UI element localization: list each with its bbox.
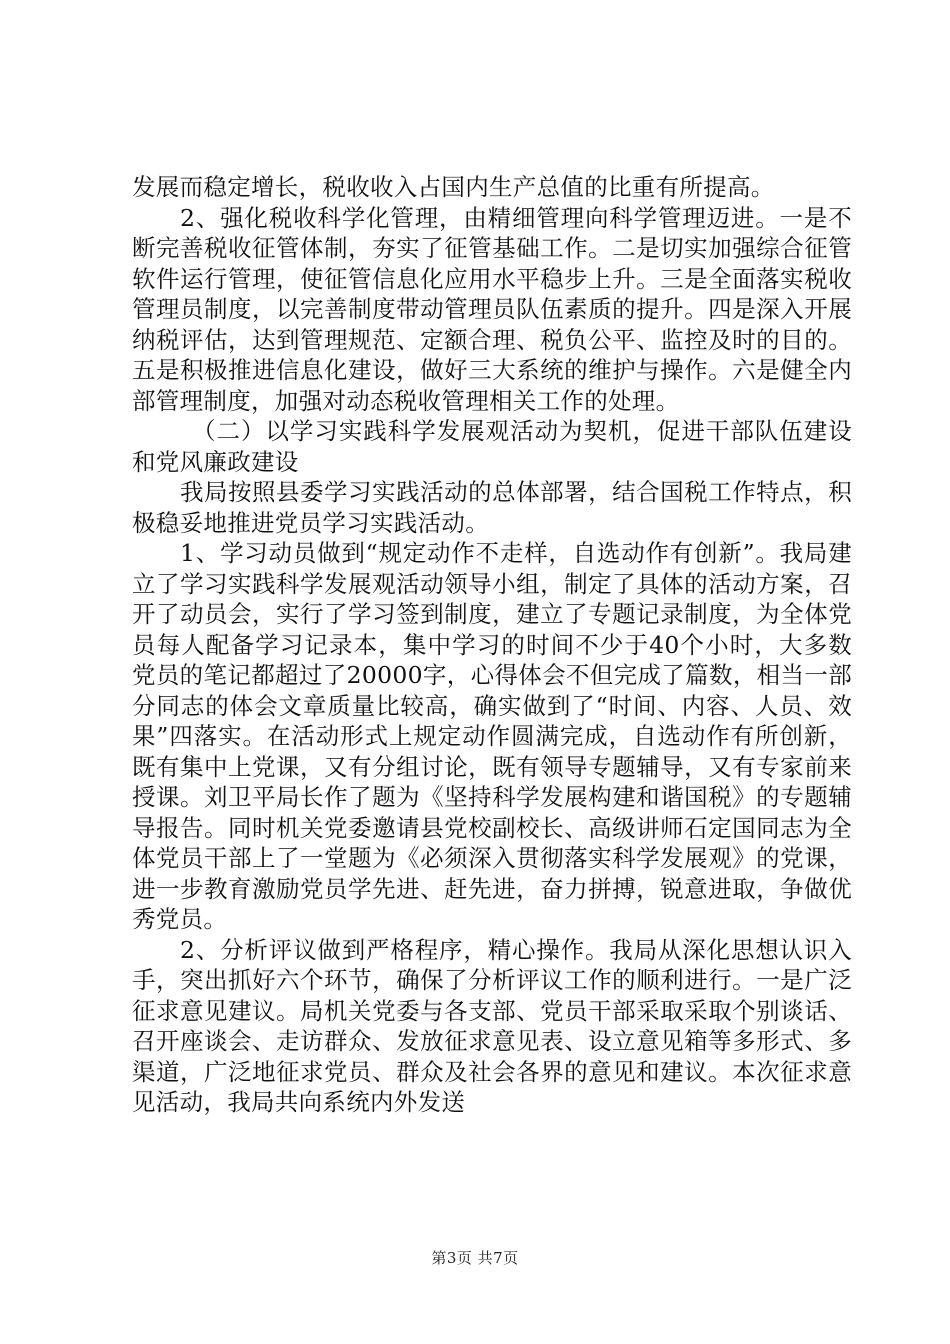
paragraph-analysis-review: 2、分析评议做到严格程序，精心操作。我局从深化思想认识入手，突出抓好六个环节，确保了分析评议工作的顺利进行。一是广泛征求意见建议。局机关党委与各支部、党员干部采取采取个别谈话、召开座谈会、走访群众、发放征求意见表、设立意见箱等多形式、多渠道，广泛地征求党员、群众及社会各界的意见和建议。本次征求意见活动，我局共向系统内外发送	[132, 935, 852, 1116]
document-body	[132, 172, 852, 1118]
paragraph-continuation: 发展而稳定增长，税收收入占国内生产总值的比重有所提高。	[132, 173, 775, 201]
page-number-footer: 第3页 共7页	[431, 1249, 519, 1267]
paragraph-study-mobilization: 1、学习动员做到“规定动作不走样，自选动作有创新”。我局建立了学习实践科学发展观活动领导小组，制定了具体的活动方案，召开了动员会，实行了学习签到制度，建立了专题记录制度，为全体党员每人配备学习记录本，集中学习的时间不少于40个小时，大多数党员的笔记都超过了20000字，心得体会不但完成了篇数，相当一部分同志的体会文章质量比较高，确实做到了“时间、内容、人员、效果”四落实。在活动形式上规定动作圆满完成，自选动作有所创新，既有集中上党课，又有分组讨论，既有领导专题辅导，又有专家前来授课。刘卫平局长作了题为《坚持科学发展构建和谐国税》的专题辅导报告。同时机关党委邀请县党校副校长、高级讲师石定国同志为全体党员干部上了一堂题为《必须深入贯彻落实科学发展观》的党课，进一步教育激励党员学先进、赶先进，奋力拼搏，锐意进取，争做优秀党员。	[132, 539, 852, 933]
section-heading-2: （二）以学习实践科学发展观活动为契机，促进干部队伍建设和党风廉政建设	[132, 417, 852, 476]
paragraph-tax-management: 2、强化税收科学化管理，由精细管理向科学管理迈进。一是不断完善税收征管体制，夯实了征管基础工作。二是切实加强综合征管软件运行管理，使征管信息化应用水平稳步上升。三是全面落实税收管理员制度，以完善制度带动管理员队伍素质的提升。四是深入开展纳税评估，达到管理规范、定额合理、税负公平、监控及时的目的。五是积极推进信息化建设，做好三大系统的维护与操作。六是健全内部管理制度，加强对动态税收管理相关工作的处理。	[132, 203, 852, 415]
paragraph-intro: 我局按照县委学习实践活动的总体部署，结合国税工作特点，积极稳妥地推进党员学习实践活动。	[132, 478, 852, 537]
